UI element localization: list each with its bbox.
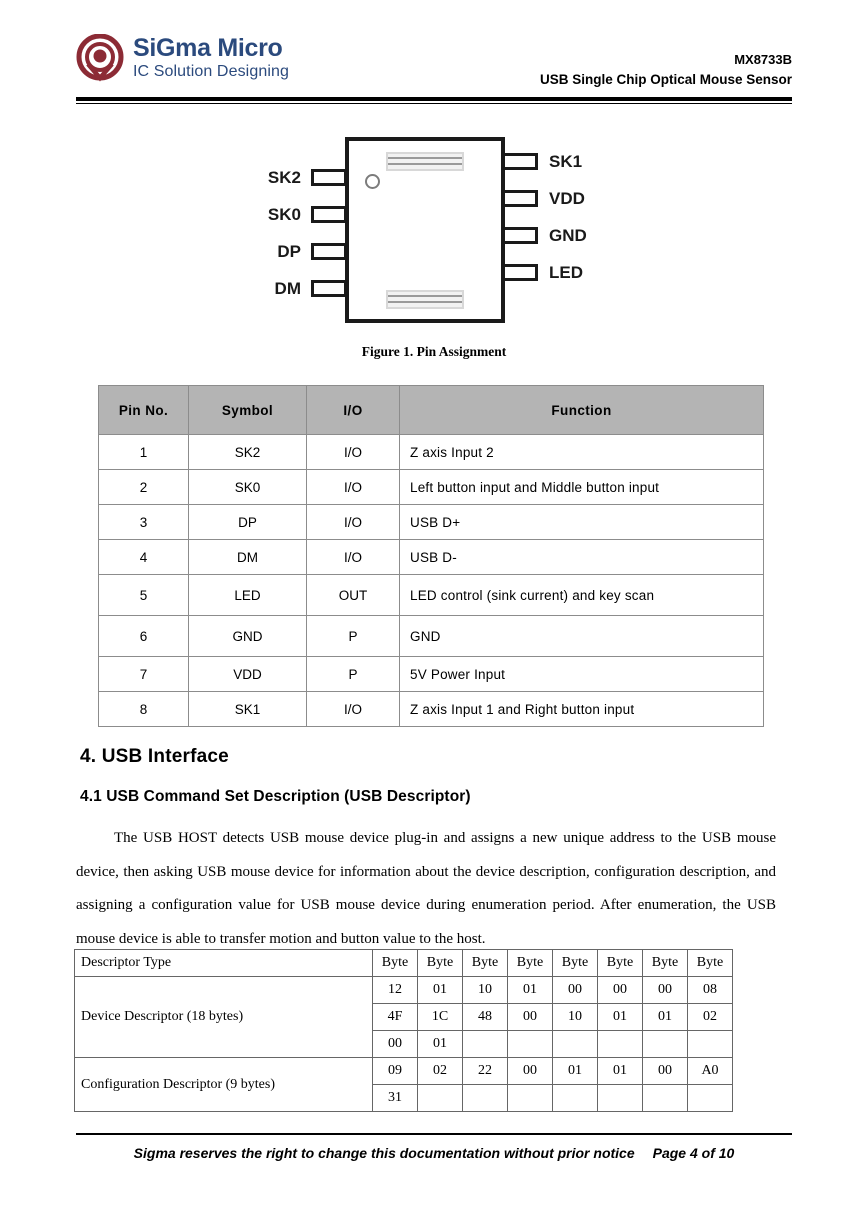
column-header-symbol: Symbol — [189, 386, 307, 435]
chip-marking-bottom — [386, 290, 464, 309]
byte-value-cell: 1C — [418, 1004, 463, 1031]
byte-value-cell: 48 — [463, 1004, 508, 1031]
column-header-byte-8: Byte — [688, 950, 733, 977]
byte-value-cell: 01 — [598, 1004, 643, 1031]
cell-function: 5V Power Input — [400, 657, 764, 692]
cell-pin-no: 4 — [99, 540, 189, 575]
cell-function: LED control (sink current) and key scan — [400, 575, 764, 616]
byte-value-cell: A0 — [688, 1058, 733, 1085]
table-row — [99, 657, 764, 692]
pin-label-sk1: SK1 — [549, 152, 583, 171]
byte-value-cell — [643, 1085, 688, 1112]
footer-divider — [76, 1133, 792, 1135]
cell-function: USB D- — [400, 540, 764, 575]
cell-io: I/O — [307, 692, 400, 727]
byte-value-cell — [508, 1031, 553, 1058]
pin-label-led: LED — [549, 263, 583, 282]
document-header-info — [540, 50, 792, 91]
chip-body — [345, 137, 505, 323]
byte-value-cell: 09 — [373, 1058, 418, 1085]
sigma-bullseye-logo-icon — [76, 34, 124, 82]
table-row — [75, 977, 733, 1004]
byte-value-cell: 00 — [508, 1058, 553, 1085]
table-row — [99, 470, 764, 505]
cell-function: USB D+ — [400, 505, 764, 540]
byte-value-cell — [463, 1031, 508, 1058]
table-row — [75, 1058, 733, 1085]
table-row — [99, 540, 764, 575]
byte-value-cell: 01 — [598, 1058, 643, 1085]
byte-value-cell: 31 — [373, 1085, 418, 1112]
cell-symbol: SK2 — [189, 435, 307, 470]
column-header-pin-no: Pin No. — [99, 386, 189, 435]
byte-value-cell: 4F — [373, 1004, 418, 1031]
cell-io: I/O — [307, 470, 400, 505]
column-header-io: I/O — [307, 386, 400, 435]
cell-io: I/O — [307, 435, 400, 470]
byte-value-cell — [688, 1085, 733, 1112]
byte-value-cell: 00 — [553, 977, 598, 1004]
cell-pin-no: 1 — [99, 435, 189, 470]
cell-io: OUT — [307, 575, 400, 616]
table-header-row — [99, 386, 764, 435]
column-header-byte-6: Byte — [598, 950, 643, 977]
descriptor-type-name: Configuration Descriptor (9 bytes) — [75, 1058, 373, 1112]
cell-symbol: LED — [189, 575, 307, 616]
figure-caption: Figure 1. Pin Assignment — [361, 344, 507, 359]
byte-value-cell: 12 — [373, 977, 418, 1004]
pin-label-dp: DP — [277, 242, 301, 261]
pin-label-gnd: GND — [549, 226, 587, 245]
cell-pin-no: 2 — [99, 470, 189, 505]
byte-value-cell: 02 — [418, 1058, 463, 1085]
cell-io: P — [307, 616, 400, 657]
pin-label-sk0: SK0 — [267, 205, 301, 224]
usb-descriptor-table — [74, 949, 733, 1112]
byte-value-cell: 22 — [463, 1058, 508, 1085]
cell-pin-no: 7 — [99, 657, 189, 692]
cell-pin-no: 3 — [99, 505, 189, 540]
pin-leg-left-3 — [311, 243, 347, 260]
cell-symbol: DM — [189, 540, 307, 575]
table-row — [99, 505, 764, 540]
column-header-function: Function — [400, 386, 764, 435]
column-header-byte-5: Byte — [553, 950, 598, 977]
pin-leg-right-1 — [502, 153, 538, 170]
part-description: USB Single Chip Optical Mouse Sensor — [539, 72, 792, 88]
company-logo — [76, 34, 289, 82]
byte-value-cell: 01 — [643, 1004, 688, 1031]
byte-value-cell — [598, 1085, 643, 1112]
cell-symbol: SK0 — [189, 470, 307, 505]
byte-value-cell: 01 — [508, 977, 553, 1004]
column-header-byte-2: Byte — [418, 950, 463, 977]
byte-value-cell: 01 — [418, 1031, 463, 1058]
pin-description-table — [98, 385, 764, 727]
footer-page-number: Page 4 of 10 — [652, 1145, 735, 1161]
header-divider — [76, 97, 792, 104]
byte-value-cell: 00 — [643, 1058, 688, 1085]
byte-value-cell: 00 — [643, 977, 688, 1004]
column-header-byte-1: Byte — [373, 950, 418, 977]
pin-assignment-figure — [0, 126, 868, 371]
footer-note: Sigma reserves the right to change this documentation without prior notice — [133, 1145, 635, 1161]
byte-value-cell: 10 — [553, 1004, 598, 1031]
pin-label-sk2: SK2 — [267, 168, 301, 187]
cell-io: I/O — [307, 540, 400, 575]
table-row — [99, 692, 764, 727]
body-paragraph: The USB HOST detects USB mouse device plug-in and assigns a new unique address to the USB mouse device, then asking USB mouse device for information about the device description, configuration description, and assigning a configuration value for USB mouse device during enumeration period. After enumeration, the USB mouse device is able to transfer motion and button value to the host. — [76, 830, 776, 947]
byte-value-cell: 00 — [598, 977, 643, 1004]
byte-value-cell — [598, 1031, 643, 1058]
column-header-byte-3: Byte — [463, 950, 508, 977]
cell-symbol: SK1 — [189, 692, 307, 727]
column-header-descriptor-type: Descriptor Type — [75, 950, 373, 977]
table-row — [99, 435, 764, 470]
byte-value-cell: 00 — [508, 1004, 553, 1031]
section-heading-usb-command-set: 4.1 USB Command Set Description (USB Descriptor) — [80, 788, 471, 805]
pin-label-vdd: VDD — [549, 189, 585, 208]
cell-symbol: DP — [189, 505, 307, 540]
logo-title: SiGma Micro — [133, 34, 283, 62]
byte-value-cell — [643, 1031, 688, 1058]
byte-value-cell: 01 — [418, 977, 463, 1004]
cell-pin-no: 8 — [99, 692, 189, 727]
cell-function: GND — [400, 616, 764, 657]
pin-leg-left-2 — [311, 206, 347, 223]
page-footer — [76, 1145, 792, 1161]
byte-value-cell: 00 — [373, 1031, 418, 1058]
pin-leg-right-3 — [502, 227, 538, 244]
chip-marking-top — [386, 152, 464, 171]
part-number: MX8733B — [734, 52, 792, 67]
pin-label-dm: DM — [274, 279, 301, 298]
chip-package-diagram — [249, 126, 619, 331]
cell-pin-no: 5 — [99, 575, 189, 616]
column-header-byte-7: Byte — [643, 950, 688, 977]
byte-value-cell: 08 — [688, 977, 733, 1004]
cell-io: I/O — [307, 505, 400, 540]
cell-symbol: VDD — [189, 657, 307, 692]
cell-pin-no: 6 — [99, 616, 189, 657]
byte-value-cell: 02 — [688, 1004, 733, 1031]
byte-value-cell — [553, 1031, 598, 1058]
pin-leg-left-1 — [311, 169, 347, 186]
page-header — [76, 34, 792, 100]
descriptor-type-name: Device Descriptor (18 bytes) — [75, 977, 373, 1058]
cell-function: Z axis Input 2 — [400, 435, 764, 470]
cell-function: Left button input and Middle button input — [400, 470, 764, 505]
logo-subtitle: IC Solution Designing — [133, 63, 289, 80]
cell-function: Z axis Input 1 and Right button input — [400, 692, 764, 727]
byte-value-cell — [508, 1085, 553, 1112]
pin1-dot-marker-icon — [365, 174, 380, 189]
byte-value-cell — [688, 1031, 733, 1058]
byte-value-cell: 10 — [463, 977, 508, 1004]
section-heading-usb-interface: 4. USB Interface — [80, 746, 229, 767]
table-header-row — [75, 950, 733, 977]
cell-symbol: GND — [189, 616, 307, 657]
pin-leg-left-4 — [311, 280, 347, 297]
byte-value-cell — [463, 1085, 508, 1112]
table-row — [99, 575, 764, 616]
column-header-byte-4: Byte — [508, 950, 553, 977]
byte-value-cell: 01 — [553, 1058, 598, 1085]
byte-value-cell — [418, 1085, 463, 1112]
pin-leg-right-2 — [502, 190, 538, 207]
pin-leg-right-4 — [502, 264, 538, 281]
table-row — [99, 616, 764, 657]
byte-value-cell — [553, 1085, 598, 1112]
cell-io: P — [307, 657, 400, 692]
